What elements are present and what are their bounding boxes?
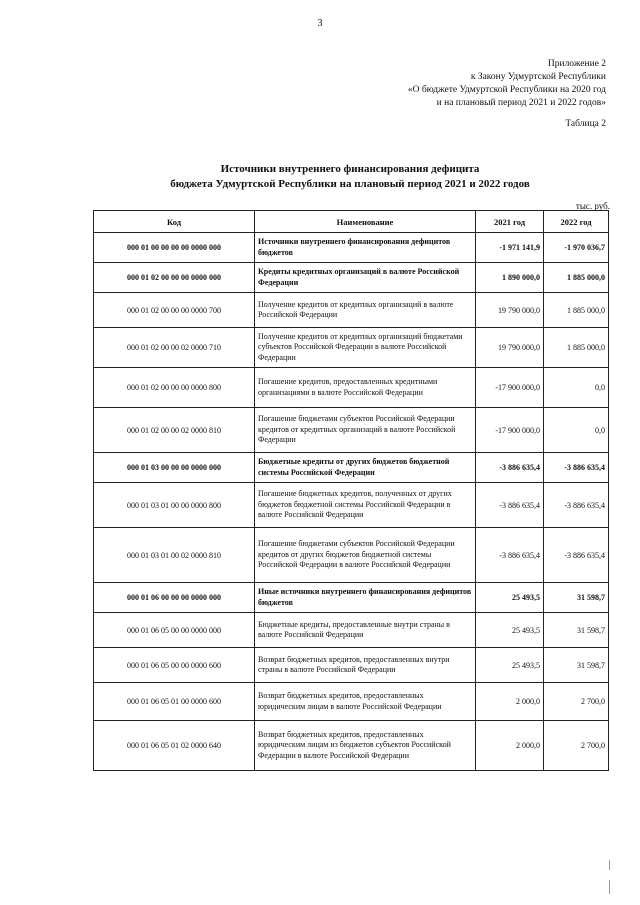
row-value-2022: -1 970 036,7 (544, 233, 609, 263)
scan-edge-mark (609, 860, 610, 870)
scan-edge-mark (609, 880, 610, 894)
row-code: 000 01 06 00 00 00 0000 000 (94, 583, 255, 613)
page-number: 3 (317, 18, 323, 29)
row-name: Кредиты кредитных организаций в валюте Российской Федерации (255, 263, 476, 293)
appendix-line: и на плановый период 2021 и 2022 годов» (436, 98, 606, 108)
row-name: Возврат бюджетных кредитов, предоставленных юридическим лицам из бюджетов субъектов Российской Федерации в валюте Российской Федерации (255, 721, 476, 771)
table-row (94, 328, 609, 368)
table-row (94, 408, 609, 453)
title-line: Источники внутреннего финансирования дефицита (220, 163, 480, 175)
table-row (94, 263, 609, 293)
units-label: тыс. руб. (575, 201, 610, 211)
row-name: Погашение бюджетами субъектов Российской Федерации кредитов от других бюджетов бюджетной системы Российской Федерации в валюте Российской Федерации (255, 528, 476, 583)
row-code: 000 01 02 00 00 00 0000 800 (94, 368, 255, 408)
row-code: 000 01 02 00 00 00 0000 000 (94, 263, 255, 293)
appendix-line: Приложение 2 (547, 59, 606, 69)
row-value-2021: -3 886 635,4 (476, 453, 544, 483)
row-value-2022: 31 598,7 (544, 613, 609, 648)
row-code: 000 01 02 00 00 02 0000 710 (94, 328, 255, 368)
row-value-2022: 2 700,0 (544, 721, 609, 771)
row-value-2021: 25 493,5 (476, 613, 544, 648)
row-value-2022: -3 886 635,4 (544, 483, 609, 528)
row-code: 000 01 06 05 00 00 0000 600 (94, 648, 255, 683)
row-value-2021: -1 971 141,9 (476, 233, 544, 263)
row-value-2022: -3 886 635,4 (544, 528, 609, 583)
row-value-2022: 0,0 (544, 368, 609, 408)
row-value-2022: 1 885 000,0 (544, 293, 609, 328)
row-code: 000 01 03 01 00 02 0000 810 (94, 528, 255, 583)
row-name: Погашение кредитов, предоставленных кредитными организациями в валюте Российской Федерации (255, 368, 476, 408)
table-label: Таблица 2 (565, 119, 606, 129)
row-name: Возврат бюджетных кредитов, предоставленных юридическим лицам в валюте Российской Федерации (255, 683, 476, 721)
row-value-2021: 19 790 000,0 (476, 328, 544, 368)
row-name: Получение кредитов от кредитных организаций бюджетами субъектов Российской Федерации в валюте Российской Федерации (255, 328, 476, 368)
row-value-2022: 2 700,0 (544, 683, 609, 721)
row-code: 000 01 03 01 00 00 0000 800 (94, 483, 255, 528)
row-name: Бюджетные кредиты, предоставленные внутри страны в валюте Российской Федерации (255, 613, 476, 648)
row-value-2022: 31 598,7 (544, 648, 609, 683)
row-code: 000 01 06 05 01 00 0000 600 (94, 683, 255, 721)
header-name: Наименование (255, 211, 476, 233)
header-2021: 2021 год (476, 211, 544, 233)
row-code: 000 01 02 00 00 02 0000 810 (94, 408, 255, 453)
row-value-2022: -3 886 635,4 (544, 453, 609, 483)
table-row (94, 721, 609, 771)
financing-table (93, 210, 609, 771)
table-body (94, 233, 609, 771)
row-code: 000 01 02 00 00 00 0000 700 (94, 293, 255, 328)
row-value-2021: -17 900 000,0 (476, 368, 544, 408)
table-row (94, 613, 609, 648)
row-name: Получение кредитов от кредитных организаций в валюте Российской Федерации (255, 293, 476, 328)
row-name: Погашение бюджетами субъектов Российской Федерации кредитов от кредитных организаций в валюте Российской Федерации (255, 408, 476, 453)
row-value-2021: -3 886 635,4 (476, 528, 544, 583)
row-value-2022: 31 598,7 (544, 583, 609, 613)
appendix-header (408, 58, 606, 131)
row-value-2021: -17 900 000,0 (476, 408, 544, 453)
row-value-2021: 25 493,5 (476, 648, 544, 683)
table-row (94, 293, 609, 328)
row-code: 000 01 06 05 00 00 0000 000 (94, 613, 255, 648)
row-name: Погашение бюджетных кредитов, полученных от других бюджетов бюджетной системы Российской Федерации в валюте Российской Федерации (255, 483, 476, 528)
table-row (94, 453, 609, 483)
row-value-2021: 19 790 000,0 (476, 293, 544, 328)
row-value-2022: 0,0 (544, 408, 609, 453)
title-line: бюджета Удмуртской Республики на плановый период 2021 и 2022 годов (170, 178, 530, 190)
row-value-2021: 25 493,5 (476, 583, 544, 613)
appendix-line: «О бюджете Удмуртской Республики на 2020 год (407, 85, 606, 95)
table-header-row (94, 211, 609, 233)
table-row (94, 648, 609, 683)
appendix-line: к Закону Удмуртской Республики (470, 72, 606, 82)
row-value-2021: 1 890 000,0 (476, 263, 544, 293)
table-row (94, 368, 609, 408)
row-name: Источники внутреннего финансирования дефицитов бюджетов (255, 233, 476, 263)
row-name: Бюджетные кредиты от других бюджетов бюджетной системы Российской Федерации (255, 453, 476, 483)
table-row (94, 583, 609, 613)
row-code: 000 01 03 00 00 00 0000 000 (94, 453, 255, 483)
row-value-2021: 2 000,0 (476, 721, 544, 771)
row-code: 000 01 06 05 01 02 0000 640 (94, 721, 255, 771)
table-row (94, 683, 609, 721)
document-title (0, 162, 640, 192)
header-2022: 2022 год (544, 211, 609, 233)
table-row (94, 233, 609, 263)
row-value-2021: -3 886 635,4 (476, 483, 544, 528)
row-value-2022: 1 885 000,0 (544, 328, 609, 368)
row-value-2021: 2 000,0 (476, 683, 544, 721)
row-code: 000 01 00 00 00 00 0000 000 (94, 233, 255, 263)
table-row (94, 528, 609, 583)
row-name: Возврат бюджетных кредитов, предоставленных внутри страны в валюте Российской Федерации (255, 648, 476, 683)
table-row (94, 483, 609, 528)
row-value-2022: 1 885 000,0 (544, 263, 609, 293)
row-name: Иные источники внутреннего финансирования дефицитов бюджетов (255, 583, 476, 613)
header-code: Код (94, 211, 255, 233)
